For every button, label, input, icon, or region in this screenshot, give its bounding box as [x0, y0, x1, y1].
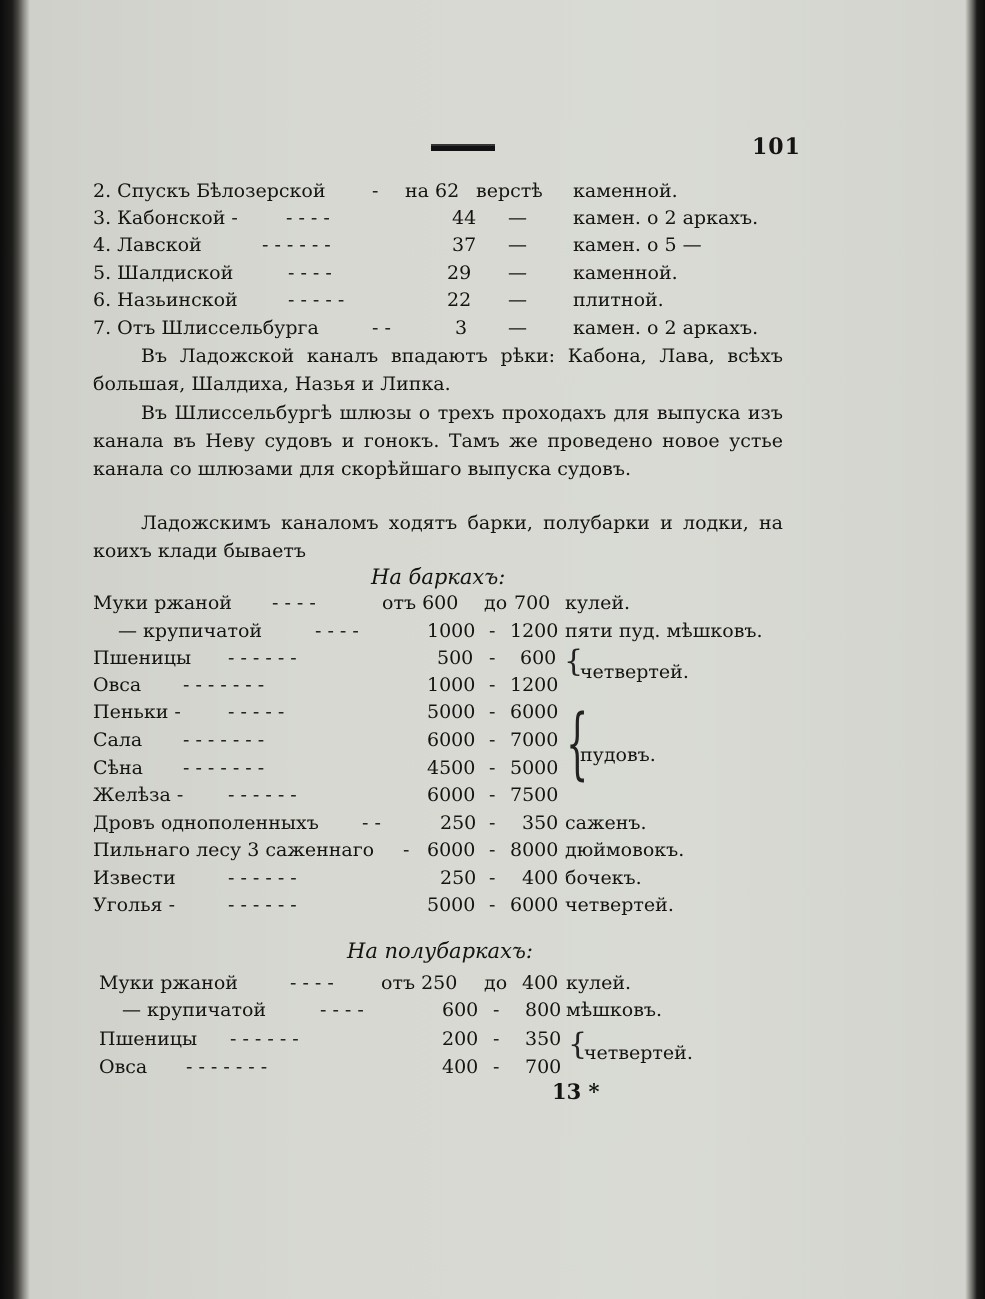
header-rule — [431, 144, 495, 151]
brace-grain-half: { — [568, 1027, 588, 1062]
group-label-hemp: пудовъ. — [580, 744, 656, 766]
group-label-grain: четвертей. — [580, 661, 689, 683]
brace-hemp: { — [566, 699, 589, 789]
group-label-grain-half: четвертей. — [584, 1042, 693, 1064]
half-barges-heading: На полубаркахъ: — [347, 939, 533, 963]
barges-heading: На баркахъ: — [371, 565, 506, 589]
printer-signature: 13 * — [552, 1079, 600, 1104]
brace-grain: { — [564, 644, 584, 679]
paragraph-rivers: Въ Ладожской каналъ впадаютъ рѣки: Кабона, Лава, всѣхъ большая, Шалдиха, Назья и Липка. — [93, 345, 783, 395]
paragraph-schlisselburg: Въ Шлиссельбургѣ шлюзы о трехъ проходахъ для выпуска изъ канала въ Неву судовъ и гонокъ. Тамъ же проведено новое устье канала со шлюзами для скорѣйшаго выпуска судовъ. — [93, 402, 783, 480]
book-binding-shadow — [0, 0, 30, 1299]
paragraph-boats: Ладожскимъ каналомъ ходятъ барки, полубарки и лодки, на коихъ клади бываетъ — [93, 512, 783, 562]
page-edge-shadow — [965, 0, 985, 1299]
page-number: 101 — [752, 134, 801, 160]
